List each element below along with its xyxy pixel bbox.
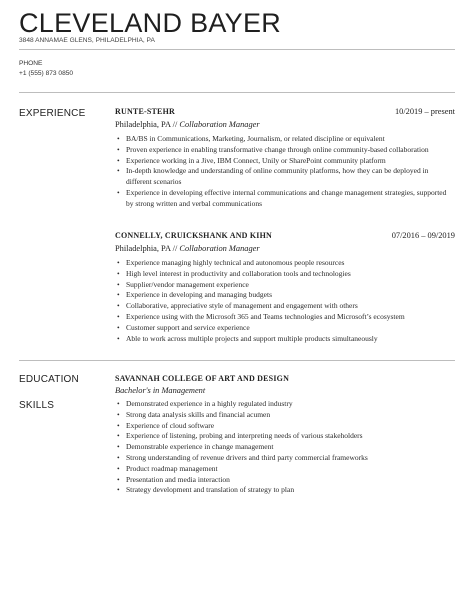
job-dates: 07/2016 – 09/2019: [391, 231, 455, 240]
company-name: RUNTE-STEHR: [115, 107, 175, 116]
bullet-item: • Experience using with the Microsoft 365 and Teams technologies and Microsoft’s ecosystem: [115, 312, 455, 323]
bullet-item: • Experience working in a Jive, IBM Connect, Unily or SharePoint community platform: [115, 156, 455, 167]
job-title: Collaboration Manager: [179, 244, 260, 253]
skill-item: • Demonstrable experience in change management: [115, 442, 455, 453]
bullet-item: • Experience in developing and managing budgets: [115, 290, 455, 301]
bullet-item: • BA/BS in Communications, Marketing, Journalism, or related discipline or equivalent: [115, 134, 455, 145]
bullet-item: • Proven experience in enabling transformative change through online community-based collaboration: [115, 145, 455, 156]
section-title-education: EDUCATION: [19, 374, 79, 385]
skills-entry: [115, 397, 455, 496]
skill-item: • Presentation and media interaction: [115, 475, 455, 486]
company-name: CONNELLY, CRUICKSHANK AND KIHN: [115, 231, 272, 240]
bullet-item: • Collaborative, appreciative style of management and engagement with others: [115, 301, 455, 312]
section-title-experience: EXPERIENCE: [19, 108, 86, 119]
address: 3848 ANNAMAE GLENS, PHILADELPHIA, PA: [19, 37, 155, 44]
job-entry: [115, 231, 455, 344]
contact-divider: [19, 92, 455, 93]
phone-label: PHONE: [19, 60, 43, 67]
skill-item: • Experience of cloud software: [115, 421, 455, 432]
bullet-item: • In-depth knowledge and understanding of online community platforms, how they can be deployed in different scenarios: [115, 166, 455, 188]
job-title: Collaboration Manager: [179, 120, 260, 129]
skill-item: • Product roadmap management: [115, 464, 455, 475]
bullet-item: • Able to work across multiple projects and support multiple products simultaneously: [115, 334, 455, 345]
job-dates: 10/2019 – present: [394, 107, 455, 116]
bullet-item: • Supplier/vendor management experience: [115, 280, 455, 291]
skill-item: • Strong understanding of revenue drivers and third party commercial frameworks: [115, 453, 455, 464]
resume-name: CLEVELAND BAYER: [19, 8, 282, 38]
job-role-line: [115, 244, 455, 256]
skill-item: • Experience of listening, probing and interpreting needs of various stakeholders: [115, 431, 455, 442]
section-title-skills: SKILLS: [19, 400, 55, 411]
skill-item: • Demonstrated experience in a highly regulated industry: [115, 399, 455, 410]
skill-item: • Strategy development and translation of strategy to plan: [115, 485, 455, 496]
job-location: Philadelphia, PA: [115, 120, 171, 129]
bullet-item: • Experience managing highly technical and autonomous people resources: [115, 258, 455, 269]
school-name: SAVANNAH COLLEGE OF ART AND DESIGN: [115, 374, 290, 383]
job-bullets: [115, 258, 455, 344]
experience-divider: [19, 360, 455, 361]
degree: Bachelor's in Management: [115, 386, 206, 395]
bullet-item: • High level interest in productivity and collaboration tools and technologies: [115, 269, 455, 280]
job-bullets: [115, 134, 455, 210]
education-entry: [115, 374, 455, 398]
skills-list: [115, 399, 455, 496]
bullet-item: • Experience in developing effective internal communications and change management strategies, supported by strong written and verbal communications: [115, 188, 455, 210]
bullet-item: • Customer support and service experience: [115, 323, 455, 334]
role-separator: //: [172, 244, 180, 253]
skill-item: • Strong data analysis skills and financial acumen: [115, 410, 455, 421]
role-separator: //: [172, 120, 180, 129]
job-entry: [115, 107, 455, 210]
phone-value: +1 (555) 873 0850: [19, 70, 74, 77]
job-role-line: [115, 120, 455, 132]
header-divider: [19, 49, 455, 50]
job-location: Philadelphia, PA: [115, 244, 171, 253]
